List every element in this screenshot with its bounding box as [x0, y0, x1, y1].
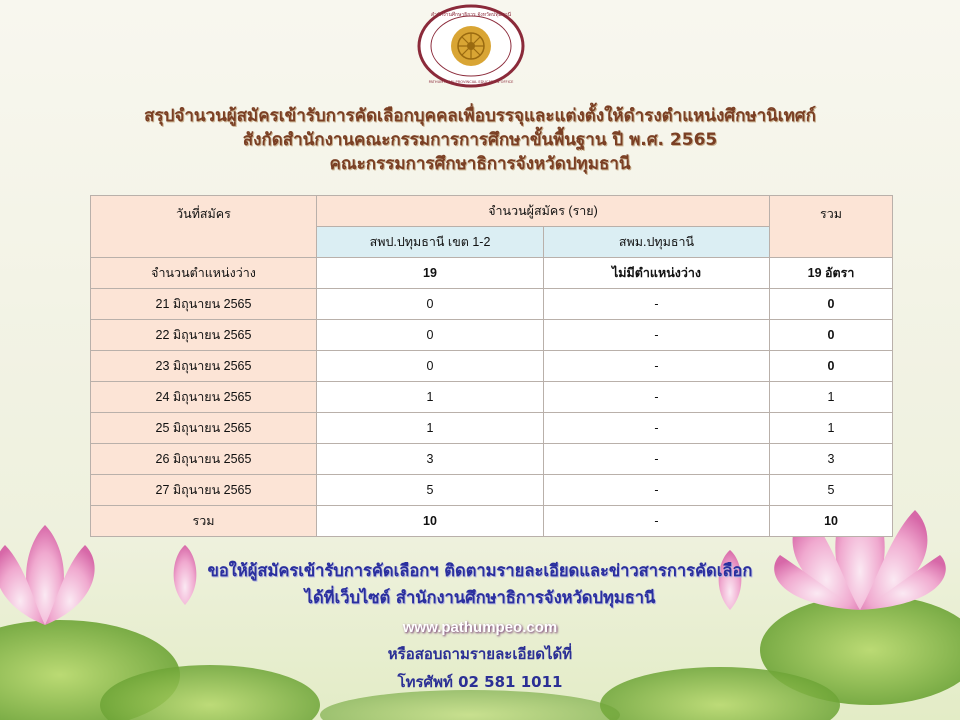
row-date: 21 มิถุนายน 2565 [91, 289, 317, 320]
row-c1: 0 [317, 351, 544, 382]
table-row [91, 444, 893, 475]
dharmachakra-emblem-icon [451, 26, 491, 66]
row-c1: 0 [317, 289, 544, 320]
sum-c2: - [544, 506, 770, 537]
title-line-2: สังกัดสำนักงานคณะกรรมการการศึกษาขั้นพื้นฐาน ปี พ.ศ. 2565 [242, 130, 718, 150]
phone-number: โทรศัพท์ 02 581 1011 [397, 673, 563, 691]
vacancy-c2: ไม่มีตำแหน่งว่าง [544, 258, 770, 289]
row-c1: 1 [317, 382, 544, 413]
row-c2: - [544, 413, 770, 444]
row-date: 25 มิถุนายน 2565 [91, 413, 317, 444]
row-total: 3 [770, 444, 893, 475]
row-c1: 5 [317, 475, 544, 506]
notice-block [0, 557, 960, 694]
row-c2: - [544, 382, 770, 413]
table-row [91, 475, 893, 506]
row-date: 26 มิถุนายน 2565 [91, 444, 317, 475]
leaf-shape [320, 690, 620, 720]
header-applicants: จำนวนผู้สมัคร (ราย) [317, 196, 770, 227]
row-c2: - [544, 351, 770, 382]
row-c2: - [544, 289, 770, 320]
header-total: รวม [770, 196, 893, 258]
row-total: 0 [770, 351, 893, 382]
row-date: 23 มิถุนายน 2565 [91, 351, 317, 382]
subheader-primary-area: สพป.ปทุมธานี เขต 1-2 [317, 227, 544, 258]
vacancy-label: จำนวนตำแหน่งว่าง [91, 258, 317, 289]
notice-line-1: ขอให้ผู้สมัครเข้ารับการคัดเลือกฯ ติดตามรายละเอียดและข่าวสารการคัดเลือก [207, 561, 753, 580]
subheader-secondary-area: สพม.ปทุมธานี [544, 227, 770, 258]
vacancy-c1: 19 [317, 258, 544, 289]
logo-text-top: สำนักงานศึกษาธิการ จังหวัดปทุมธานี [430, 12, 512, 18]
row-total: 0 [770, 320, 893, 351]
notice-line-2: ได้ที่เว็บไซต์ สำนักงานศึกษาธิการจังหวัดปทุมธานี [304, 588, 656, 607]
row-date: 24 มิถุนายน 2565 [91, 382, 317, 413]
sum-total: 10 [770, 506, 893, 537]
row-total: 0 [770, 289, 893, 320]
table-row [91, 289, 893, 320]
row-total: 5 [770, 475, 893, 506]
applicants-summary-table [90, 195, 893, 537]
table-row [91, 320, 893, 351]
row-c2: - [544, 444, 770, 475]
table-row [91, 351, 893, 382]
row-c1: 1 [317, 413, 544, 444]
vacancy-total: 19 อัตรา [770, 258, 893, 289]
row-date: 22 มิถุนายน 2565 [91, 320, 317, 351]
logo-text-bottom: PATHUMTHANI PROVINCIAL EDUCATION OFFICE [428, 80, 514, 84]
row-c2: - [544, 475, 770, 506]
title-block [0, 104, 960, 176]
table-row [91, 382, 893, 413]
row-c1: 3 [317, 444, 544, 475]
table-header-row [91, 196, 893, 227]
sum-c1: 10 [317, 506, 544, 537]
vacancy-row [91, 258, 893, 289]
row-c2: - [544, 320, 770, 351]
title-line-3: คณะกรรมการศึกษาธิการจังหวัดปทุมธานี [329, 154, 631, 174]
row-date: 27 มิถุนายน 2565 [91, 475, 317, 506]
inquire-text: หรือสอบถามรายละเอียดได้ที่ [387, 645, 573, 663]
row-total: 1 [770, 382, 893, 413]
row-c1: 0 [317, 320, 544, 351]
row-total: 1 [770, 413, 893, 444]
office-seal-logo [416, 4, 526, 88]
website-link[interactable]: www.pathumpeo.com [402, 619, 558, 636]
table-row [91, 413, 893, 444]
sum-label: รวม [91, 506, 317, 537]
header-date: วันที่สมัคร [91, 196, 317, 258]
title-line-1: สรุปจำนวนผู้สมัครเข้ารับการคัดเลือกบุคคลเพื่อบรรจุและแต่งตั้งให้ดำรงตำแหน่งศึกษานิเทศก์ [144, 106, 816, 126]
sum-row [91, 506, 893, 537]
